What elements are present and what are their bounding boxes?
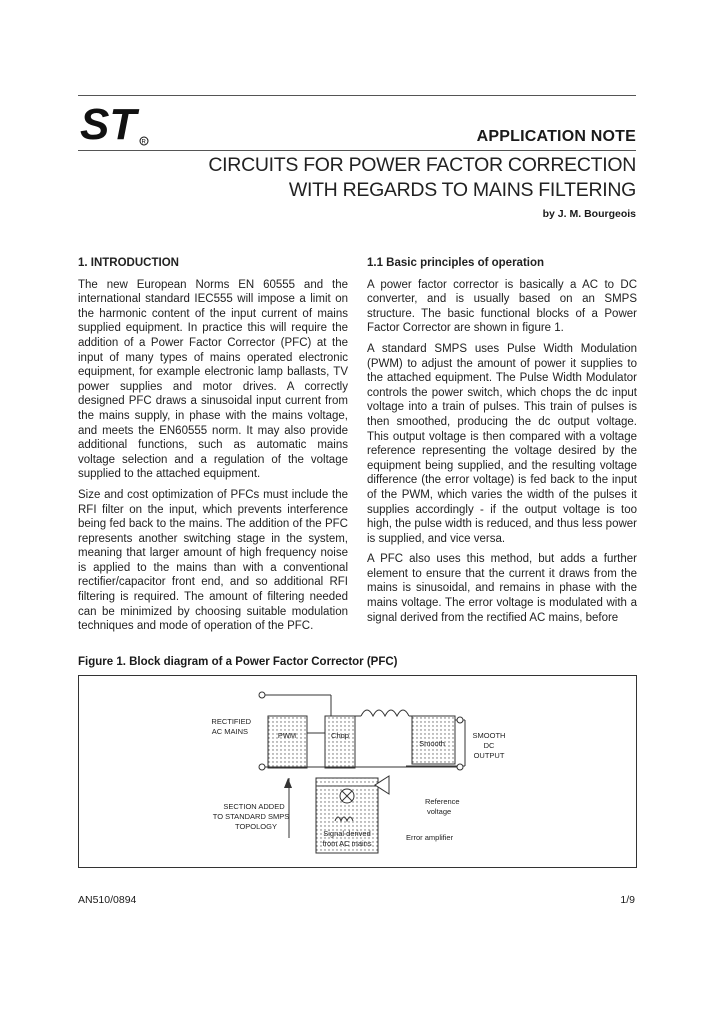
label-section-2: TO STANDARD SMPS <box>212 812 290 821</box>
svg-text:R: R <box>141 139 146 146</box>
section-heading-introduction: 1. INTRODUCTION <box>78 257 179 269</box>
label-smooth-dc-1: SMOOTH <box>472 731 506 740</box>
top-rule <box>78 95 636 96</box>
input-terminal-bottom <box>259 764 265 770</box>
intro-paragraph-2: Size and cost optimization of PFCs must include the RFI filter on the input, which prevents interference being fed back to the mains. The addition of the PFC represents another switching stage in the system, meaning that larger amount of high frequency noise is applied to the mains than with a conventional rectifier/capacitor front end, and so additional RFI filtering is required. The amount of filtering needed can be minimized by choosing suitable modulation techniques and mode of operation of the PFC. <box>78 488 348 633</box>
chop-block <box>325 716 355 768</box>
block-diagram <box>79 676 636 867</box>
author: by J. M. Bourgeois <box>542 208 636 220</box>
title-line-1: CIRCUITS FOR POWER FACTOR CORRECTION <box>208 154 636 176</box>
label-smooth-dc-2: DC <box>483 741 495 750</box>
label-error-amp: Error amplifier <box>406 833 454 842</box>
right-column <box>367 256 637 631</box>
intro-paragraph-1: The new European Norms EN 60555 and the international standard IEC555 will impose a limit on the harmonic content of the input current of mains supplied equipment. In practice this will require the addition of a Power Factor Corrector (PFC) at the input of many types of mains operated electronic equipment, for example electronic lamp ballasts, TV power supplies and motor drives. A correctly designed PFC draws a sinusoidal input current from the mains supply, in phase with the mains voltage, and meets the EN60555 norm. It may also provide additional functions, such as automatic mains voltage selection and a regulation of the voltage supplied to the attached equipment. <box>78 278 348 481</box>
title-line-2: WITH REGARDS TO MAINS FILTERING <box>288 179 636 201</box>
principles-paragraph-2: A standard SMPS uses Pulse Width Modulation (PWM) to adjust the amount of power it supplies to the attached equipment. The Pulse Width Modulator controls the power switch, which chops the dc input voltage into a train of pulses. This train of pulses is then smoothed, producing the dc output voltage. This output voltage is then compared with a voltage reference representing the voltage desired by the equipment being supplied, and the resulting voltage difference (the error voltage) is fed back to the input of the PWM, which varies the width of the pulses it supplies accordingly - if the output voltage is too high, the pulse width is reduced, and thus less power is supplied, and vice versa. <box>367 342 637 545</box>
label-pwm: PWM <box>277 731 297 740</box>
output-terminal-bottom <box>457 764 463 770</box>
section-arrow-icon <box>284 778 292 788</box>
output-terminal-top <box>457 717 463 723</box>
figure-caption: Figure 1. Block diagram of a Power Factor Corrector (PFC) <box>78 656 398 668</box>
label-reference-1: Reference <box>425 797 460 806</box>
label-rectified-1: RECTIFIED <box>211 717 251 726</box>
input-terminal-top <box>259 692 265 698</box>
left-column <box>78 256 348 640</box>
label-chop: Chop <box>331 731 349 740</box>
pwm-block <box>268 716 307 768</box>
figure-box <box>78 675 637 868</box>
label-section-1: SECTION ADDED <box>223 802 285 811</box>
footer-doc-code: AN510/0894 <box>78 894 137 906</box>
label-smooth-dc-3: OUTPUT <box>473 751 505 760</box>
label-signal-2: from AC mains <box>322 839 372 848</box>
label-smooth: Smooth <box>419 739 445 748</box>
footer-page-number: 1/9 <box>620 894 635 906</box>
title-rule <box>78 150 636 151</box>
principles-paragraph-1: A power factor corrector is basically a AC to DC converter, and is usually based on an SMPS structure. The basic functional blocks of a Power Factor Corrector are shown in figure 1. <box>367 278 637 335</box>
section-heading-basic-principles: 1.1 Basic principles of operation <box>367 257 545 269</box>
label-rectified-2: AC MAINS <box>211 727 248 736</box>
st-logo <box>78 101 150 147</box>
principles-paragraph-3: A PFC also uses this method, but adds a further element to ensure that the current it draws from the mains is sinusoidal, and remains in phase with the mains voltage. The error voltage is modulated with a signal derived from the rectified AC mains, before <box>367 553 637 624</box>
label-section-3: TOPOLOGY <box>235 822 277 831</box>
label-reference-2: voltage <box>427 807 452 816</box>
label-signal-1: Signal derived <box>323 829 371 838</box>
doc-type: APPLICATION NOTE <box>476 128 636 145</box>
logo-symbol: ST <box>80 101 137 147</box>
